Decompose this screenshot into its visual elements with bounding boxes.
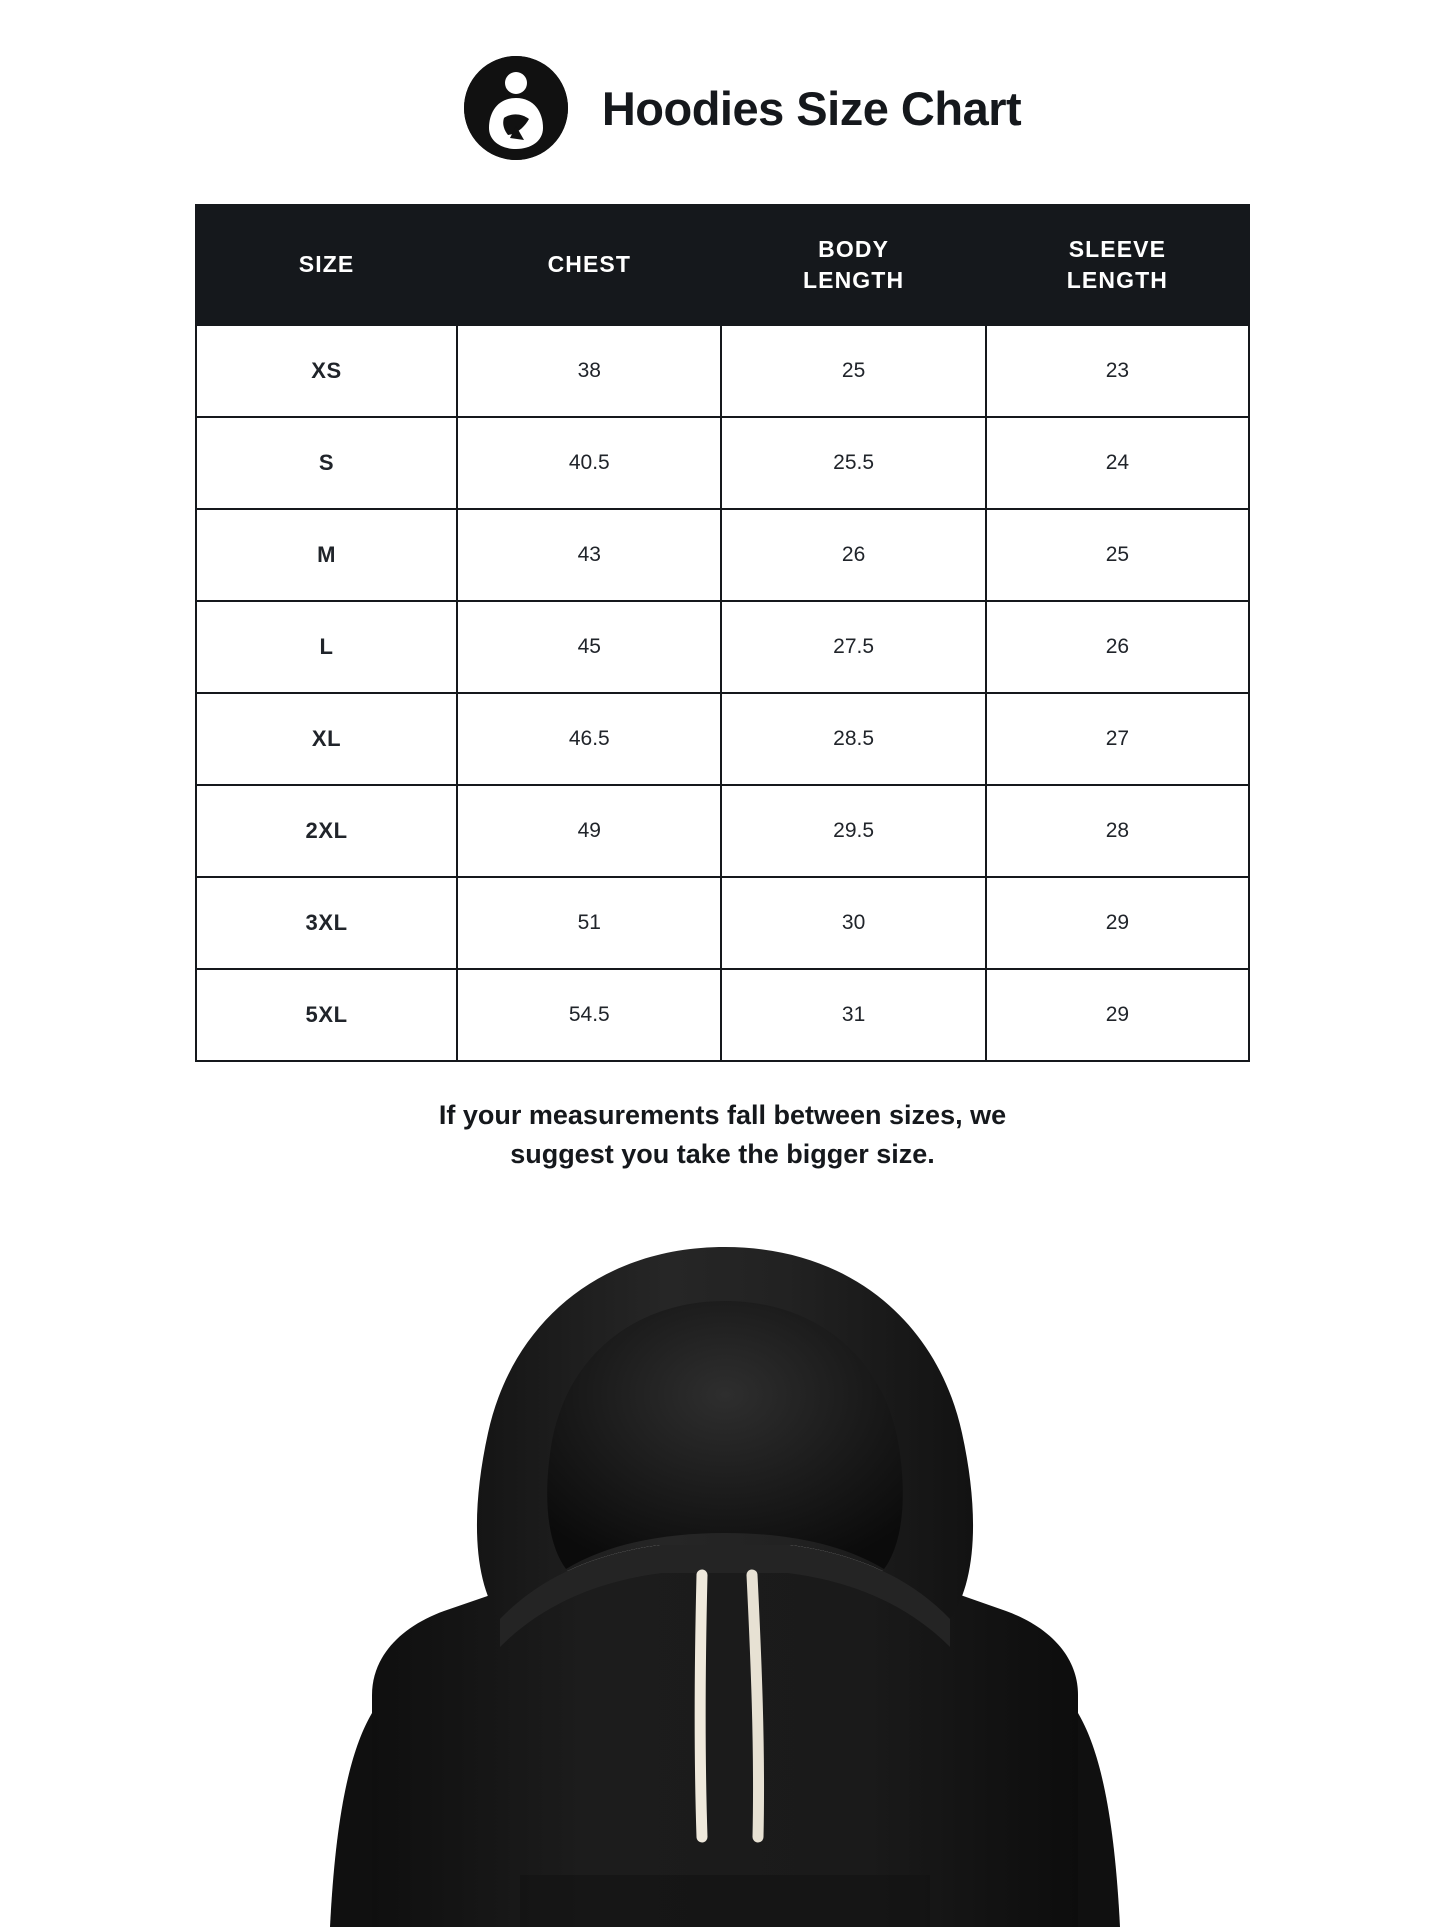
cell-chest: 43 (457, 509, 721, 601)
cell-chest: 38 (457, 325, 721, 417)
cell-body-length: 31 (721, 969, 985, 1061)
cell-body-length: 26 (721, 509, 985, 601)
table-row (196, 509, 1249, 601)
cell-sleeve-length: 23 (986, 325, 1249, 417)
cell-size: L (196, 601, 457, 693)
column-header-sleeve-length (986, 205, 1249, 325)
cell-body-length: 30 (721, 877, 985, 969)
cell-body-length: 27.5 (721, 601, 985, 693)
table-row (196, 601, 1249, 693)
table-header-row (196, 205, 1249, 325)
table-row (196, 325, 1249, 417)
cell-body-length: 25.5 (721, 417, 985, 509)
cell-size: 2XL (196, 785, 457, 877)
cell-chest: 46.5 (457, 693, 721, 785)
size-advice-note (243, 1096, 1203, 1174)
column-header-body-length (721, 205, 985, 325)
black-hoodie-photo (0, 1227, 1445, 1927)
cell-sleeve-length: 26 (986, 601, 1249, 693)
column-header-size-line1: SIZE (298, 251, 355, 278)
cell-size: 3XL (196, 877, 457, 969)
column-header-body-length-line1: BODY (818, 235, 890, 262)
cell-size: M (196, 509, 457, 601)
cell-chest: 45 (457, 601, 721, 693)
cell-sleeve-length: 29 (986, 969, 1249, 1061)
size-chart-table (195, 204, 1250, 1062)
column-header-chest-line1: CHEST (547, 251, 632, 278)
page-header (0, 0, 1445, 160)
cell-body-length: 29.5 (721, 785, 985, 877)
cell-size: XL (196, 693, 457, 785)
cell-chest: 40.5 (457, 417, 721, 509)
cell-sleeve-length: 24 (986, 417, 1249, 509)
column-header-chest (457, 205, 721, 325)
cell-chest: 49 (457, 785, 721, 877)
cell-body-length: 28.5 (721, 693, 985, 785)
column-header-sleeve-length-line2: LENGTH (1066, 267, 1168, 293)
table-row (196, 969, 1249, 1061)
cell-body-length: 25 (721, 325, 985, 417)
size-chart-table-container (195, 204, 1250, 1062)
cell-size: XS (196, 325, 457, 417)
page-title: Hoodies Size Chart (601, 81, 1022, 135)
cell-sleeve-length: 28 (986, 785, 1249, 877)
size-advice-note-line2: suggest you take the bigger size. (510, 1139, 935, 1170)
cell-sleeve-length: 29 (986, 877, 1249, 969)
table-row (196, 785, 1249, 877)
cell-size: 5XL (196, 969, 457, 1061)
table-row (196, 417, 1249, 509)
person-in-circle-logo-icon (464, 56, 568, 160)
cell-chest: 51 (457, 877, 721, 969)
cell-sleeve-length: 25 (986, 509, 1249, 601)
cell-sleeve-length: 27 (986, 693, 1249, 785)
table-row (196, 877, 1249, 969)
table-row (196, 693, 1249, 785)
column-header-sleeve-length-line1: SLEEVE (1068, 235, 1167, 262)
size-advice-note-line1: If your measurements fall between sizes, we (438, 1100, 1007, 1130)
column-header-body-length-line2: LENGTH (803, 267, 905, 293)
cell-size: S (196, 417, 457, 509)
column-header-size (196, 205, 457, 325)
cell-chest: 54.5 (457, 969, 721, 1061)
